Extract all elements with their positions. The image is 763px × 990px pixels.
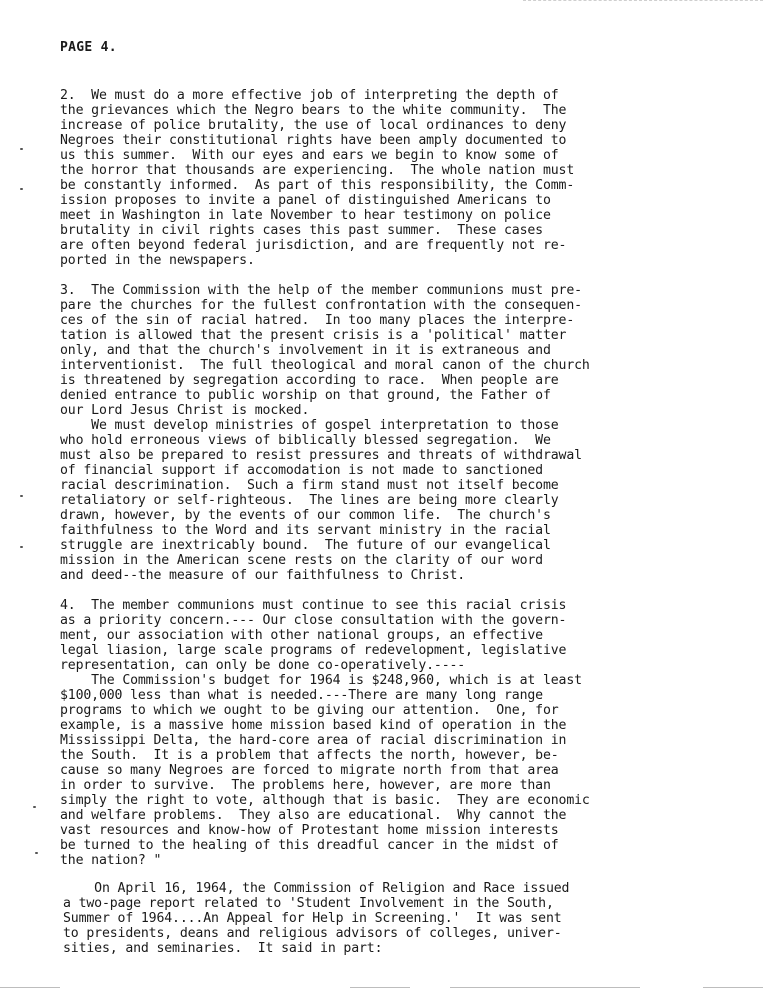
text-line: of financial support if accomodation is not made to sanctioned xyxy=(60,463,543,478)
text-line: Summer of 1964....An Appeal for Help in Screening.' It was sent xyxy=(63,911,562,926)
text-line: must also be prepared to resist pressures and threats of withdrawal xyxy=(60,448,582,463)
scan-mark xyxy=(33,806,36,808)
text-line: the horror that thousands are experiencing. The whole nation must xyxy=(60,163,575,178)
text-line: to presidents, deans and religious advisors of colleges, univer- xyxy=(63,926,562,941)
text-line: sities, and seminaries. It said in part: xyxy=(63,941,383,956)
text-line: and welfare problems. They also are educational. Why cannot the xyxy=(60,808,567,823)
text-line: us this summer. With our eyes and ears we begin to know some of xyxy=(60,148,559,163)
text-line: $100,000 less than what is needed.---There are many long range xyxy=(60,688,543,703)
text-line: ission proposes to invite a panel of distinguished Americans to xyxy=(60,193,551,208)
text-line: interventionist. The full theological and moral canon of the church xyxy=(60,358,590,373)
text-line: programs to which we ought to be giving our attention. One, for xyxy=(60,703,559,718)
text-line: We must develop ministries of gospel interpretation to those xyxy=(60,418,559,433)
scan-mark xyxy=(20,188,23,190)
text-line: ces of the sin of racial hatred. In too many places the interpre- xyxy=(60,313,575,328)
text-line: be turned to the healing of this dreadful cancer in the midst of xyxy=(60,838,559,853)
text-line: meet in Washington in late November to hear testimony on police xyxy=(60,208,551,223)
text-line: drawn, however, by the events of our common life. The church's xyxy=(60,508,551,523)
scan-bottom-rule xyxy=(703,987,763,988)
text-line: 4. The member communions must continue to see this racial crisis xyxy=(60,598,567,613)
text-line: 2. We must do a more effective job of interpreting the depth of xyxy=(60,88,559,103)
scan-bottom-rule xyxy=(350,987,410,988)
text-line: cause so many Negroes are forced to migrate north from that area xyxy=(60,763,559,778)
text-line: our Lord Jesus Christ is mocked. xyxy=(60,403,310,418)
text-line: racial descrimination. Such a firm stand must not itself become xyxy=(60,478,559,493)
scan-mark xyxy=(20,546,23,548)
text-line: the nation? " xyxy=(60,853,162,868)
text-line: is threatened by segregation according to race. When people are xyxy=(60,373,559,388)
text-line: denied entrance to public worship on that ground, the Father of xyxy=(60,388,551,403)
text-line: tation is allowed that the present crisis is a 'political' matter xyxy=(60,328,567,343)
text-line: be constantly informed. As part of this responsibility, the Comm- xyxy=(60,178,575,193)
page-number-header: PAGE 4. xyxy=(60,40,117,55)
text-line: and deed--the measure of our faithfulness to Christ. xyxy=(60,568,466,583)
text-line: increase of police brutality, the use of local ordinances to deny xyxy=(60,118,567,133)
text-line: the grievances which the Negro bears to the white community. The xyxy=(60,103,567,118)
text-line: brutality in civil rights cases this past summer. These cases xyxy=(60,223,543,238)
text-line: Negroes their constitutional rights have been amply documented to xyxy=(60,133,567,148)
text-line: pare the churches for the fullest confrontation with the consequen- xyxy=(60,298,582,313)
text-line: retaliatory or self-righteous. The lines are being more clearly xyxy=(60,493,559,508)
text-line: ported in the newspapers. xyxy=(60,253,255,268)
text-line: The Commission's budget for 1964 is $248,960, which is at least xyxy=(60,673,582,688)
text-line: vast resources and know-how of Protestant home mission interests xyxy=(60,823,559,838)
text-line: the South. It is a problem that affects the north, however, be- xyxy=(60,748,559,763)
text-line: ment, our association with other national groups, an effective xyxy=(60,628,543,643)
text-line: a two-page report related to 'Student Involvement in the South, xyxy=(63,896,554,911)
text-line: who hold erroneous views of biblically blessed segregation. We xyxy=(60,433,551,448)
text-line: 3. The Commission with the help of the member communions must pre- xyxy=(60,283,582,298)
scan-mark xyxy=(35,852,38,854)
scan-bottom-rule xyxy=(0,987,60,988)
text-line: Mississippi Delta, the hard-core area of racial discrimination in xyxy=(60,733,567,748)
text-line: mission in the American scene rests on the clarity of our word xyxy=(60,553,543,568)
scan-mark xyxy=(20,148,23,150)
text-line: representation, can only be done co-operatively.---- xyxy=(60,658,466,673)
text-line: only, and that the church's involvement in it is extraneous and xyxy=(60,343,551,358)
text-line: faithfulness to the Word and its servant ministry in the racial xyxy=(60,523,551,538)
text-line: as a priority concern.--- Our close consultation with the govern- xyxy=(60,613,567,628)
text-line: struggle are inextricably bound. The future of our evangelical xyxy=(60,538,551,553)
text-line: are often beyond federal jurisdiction, and are frequently not re- xyxy=(60,238,567,253)
text-line: in order to survive. The problems here, however, are more than xyxy=(60,778,551,793)
scan-edge-dots xyxy=(523,0,763,5)
text-line: legal liasion, large scale programs of redevelopment, legislative xyxy=(60,643,567,658)
text-line: example, is a massive home mission based kind of operation in the xyxy=(60,718,567,733)
scan-bottom-rule xyxy=(450,987,640,988)
text-line: simply the right to vote, although that is basic. They are economic xyxy=(60,793,590,808)
scan-mark xyxy=(20,495,23,497)
text-line: On April 16, 1964, the Commission of Religion and Race issued xyxy=(63,881,570,896)
